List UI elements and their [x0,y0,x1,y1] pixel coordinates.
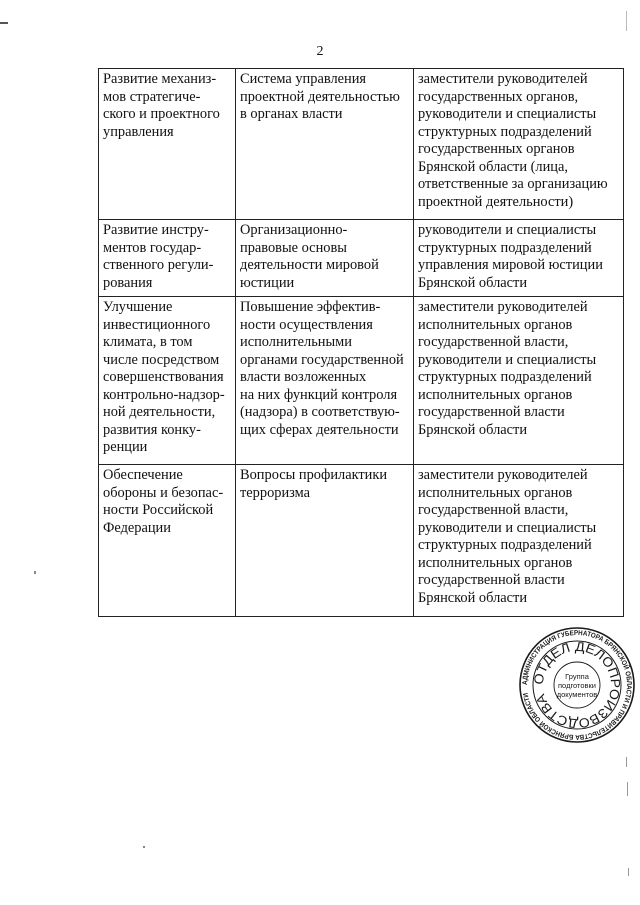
scan-artifact [628,868,629,876]
scan-artifact [143,846,145,848]
seal-center-line-3: документов [556,690,598,699]
document-table [98,68,624,617]
seal-outer-text: АДМИНИСТРАЦИЯ ГУБЕРНАТОРА БРЯНСКОЙ ОБЛАСТИ И ПРАВИТЕЛЬСТВА БРЯНСКОЙ ОБЛАСТИ [521,629,633,741]
department-seal [518,626,636,744]
table-row [99,297,624,465]
page-number: 2 [316,44,324,59]
cell-area: Обеспечение обороны и безопас- ности Российской Федерации [99,465,236,617]
seal-inner-text: ОТДЕЛ ДЕЛОПРОИЗВОДСТВА [530,638,624,732]
cell-audience: заместители руководителей исполнительных органов государственной власти, руководители и специалисты структурных подразделений исполнительных органов государственной власти Брянской области [414,465,624,617]
cell-area: Улучшение инвестиционного климата, в том числе посредством совершенствования контрольно-надзор- ной деятельности, развития конку- ренции [99,297,236,465]
seal-center-line-1: Группа [565,672,589,681]
scan-artifact [627,782,628,796]
cell-topic: Повышение эффектив- ности осуществления исполнительными органами государственной власти возложенных на них функций контроля (надзора) в соответствую- щих сферах деятельности [236,297,414,465]
cell-area: Развитие инстру- ментов государ- ственного регули- рования [99,220,236,297]
cell-audience: руководители и специалисты структурных подразделений управления мировой юстиции Брянской области [414,220,624,297]
scan-artifact [626,757,627,767]
scan-artifact [34,571,36,574]
table-row [99,465,624,617]
cell-area: Развитие механиз- мов стратегиче- ского и проектного управления [99,69,236,220]
scan-artifact [0,22,8,24]
table-row [99,220,624,297]
cell-audience: заместители руководителей государственных органов, руководители и специалисты структурных подразделений государственных органов Брянской области (лица, ответственные за организацию проектной деятельности) [414,69,624,220]
cell-topic: Организационно- правовые основы деятельности мировой юстиции [236,220,414,297]
scan-artifact [626,11,627,31]
cell-topic: Система управления проектной деятельностью в органах власти [236,69,414,220]
cell-topic: Вопросы профилактики терроризма [236,465,414,617]
table-row [99,69,624,220]
seal-center-line-2: подготовки [558,681,596,690]
cell-audience: заместители руководителей исполнительных органов государственной власти, руководители и специалисты структурных подразделений исполнительных органов государственной власти Брянской области [414,297,624,465]
